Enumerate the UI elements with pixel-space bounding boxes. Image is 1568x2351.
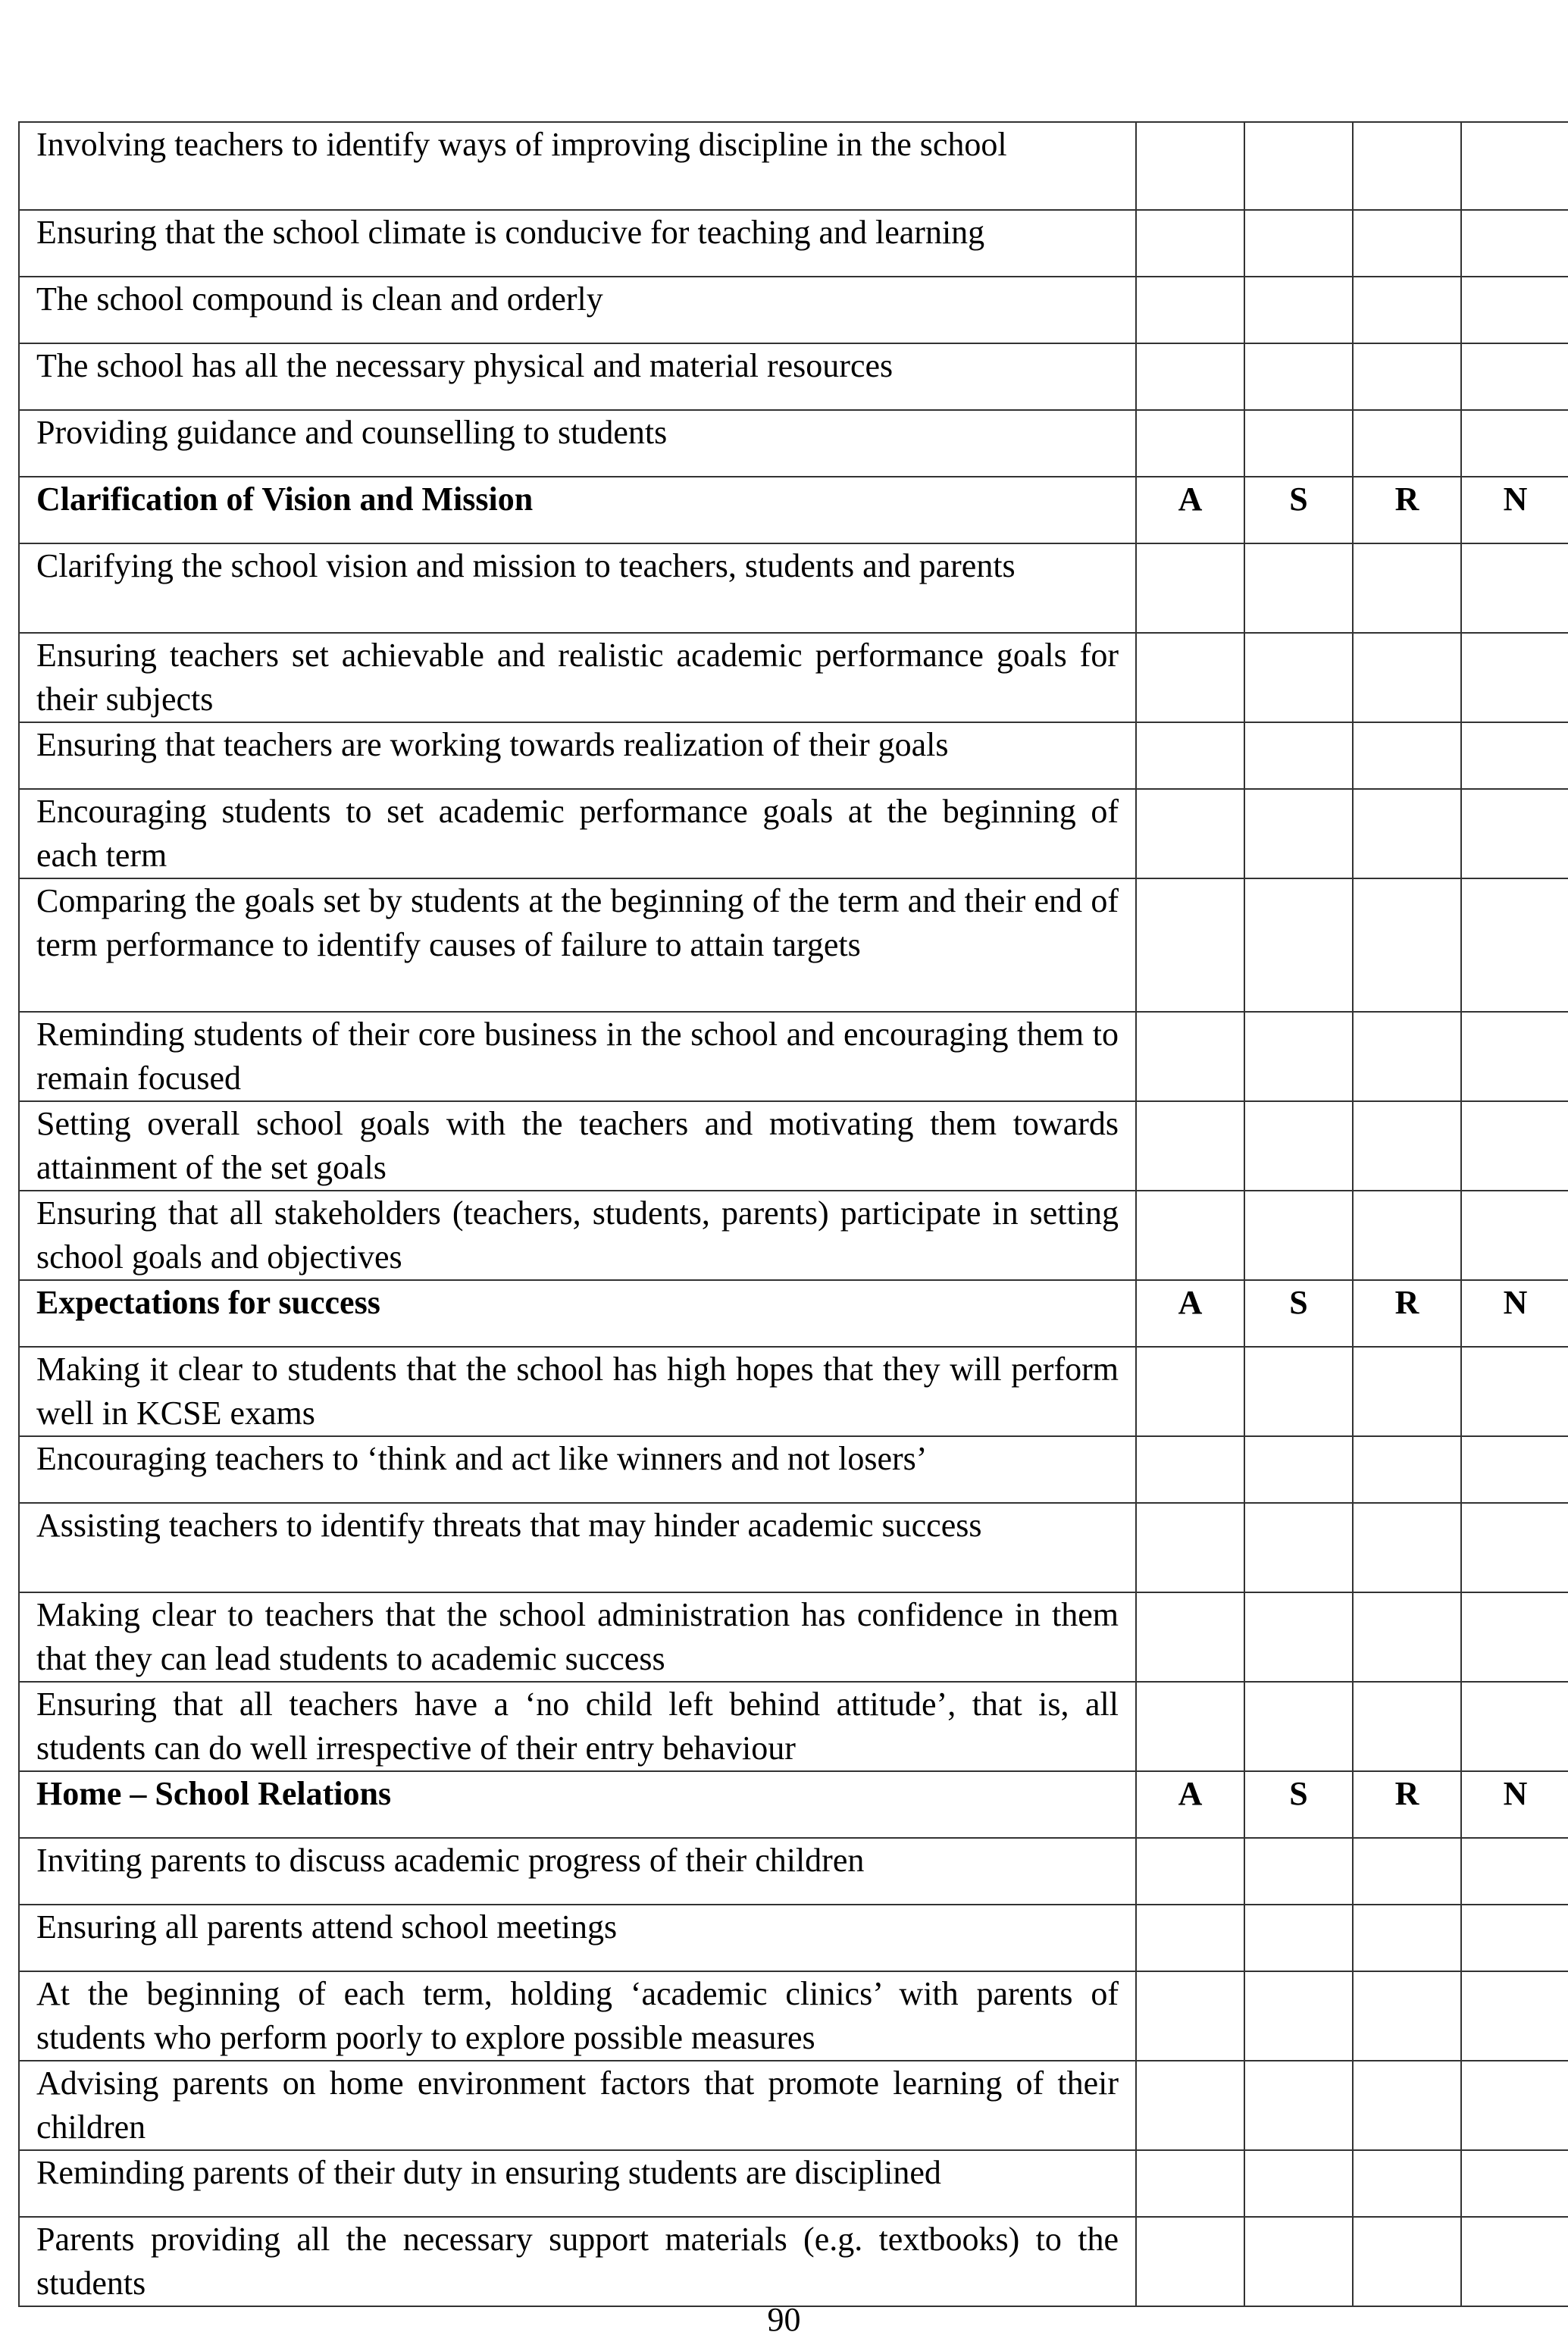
rating-cell-n[interactable] <box>1461 410 1568 477</box>
rating-cell-s[interactable] <box>1244 1503 1353 1592</box>
rating-cell-r[interactable] <box>1353 878 1461 1012</box>
rating-header-n <box>1461 1771 1568 1838</box>
statement-text: Parents providing all the necessary support materials (e.g. textbooks) to the students <box>19 2217 1136 2306</box>
rating-cell-n[interactable] <box>1461 2150 1568 2217</box>
rating-cell-a[interactable] <box>1136 1971 1244 2061</box>
rating-cell-r[interactable] <box>1353 1971 1461 2061</box>
rating-cell-n[interactable] <box>1461 543 1568 633</box>
questionnaire-row <box>19 633 1568 722</box>
rating-cell-a[interactable] <box>1136 210 1244 277</box>
rating-cell-s[interactable] <box>1244 122 1353 210</box>
questionnaire-row <box>19 1347 1568 1436</box>
rating-label: N <box>1503 1284 1528 1321</box>
rating-cell-n[interactable] <box>1461 1191 1568 1280</box>
questionnaire-row <box>19 210 1568 277</box>
rating-label: R <box>1394 481 1419 518</box>
rating-cell-a[interactable] <box>1136 1012 1244 1101</box>
rating-cell-a[interactable] <box>1136 410 1244 477</box>
rating-cell-r[interactable] <box>1353 1905 1461 1971</box>
rating-header-a <box>1136 477 1244 543</box>
rating-header-r <box>1353 1771 1461 1838</box>
rating-header-s <box>1244 1771 1353 1838</box>
rating-header-n <box>1461 1280 1568 1347</box>
rating-cell-s[interactable] <box>1244 543 1353 633</box>
statement-text: Ensuring that teachers are working towards realization of their goals <box>19 722 1136 789</box>
rating-cell-n[interactable] <box>1461 122 1568 210</box>
rating-cell-n[interactable] <box>1461 1503 1568 1592</box>
rating-cell-r[interactable] <box>1353 722 1461 789</box>
statement-text: Ensuring that all teachers have a ‘no child left behind attitude’, that is, all students can do well irrespective of their entry behaviour <box>19 1682 1136 1771</box>
statement-text: Involving teachers to identify ways of improving discipline in the school <box>19 122 1136 210</box>
rating-cell-a[interactable] <box>1136 878 1244 1012</box>
statement-text: Assisting teachers to identify threats that may hinder academic success <box>19 1503 1136 1592</box>
questionnaire-row <box>19 722 1568 789</box>
rating-cell-r[interactable] <box>1353 1436 1461 1503</box>
rating-cell-n[interactable] <box>1461 2061 1568 2150</box>
rating-cell-r[interactable] <box>1353 122 1461 210</box>
rating-cell-n[interactable] <box>1461 878 1568 1012</box>
rating-cell-a[interactable] <box>1136 277 1244 343</box>
rating-cell-s[interactable] <box>1244 633 1353 722</box>
rating-cell-r[interactable] <box>1353 2217 1461 2306</box>
rating-cell-s[interactable] <box>1244 2150 1353 2217</box>
statement-text: Clarifying the school vision and mission to teachers, students and parents <box>19 543 1136 633</box>
rating-cell-s[interactable] <box>1244 1347 1353 1436</box>
statement-text: Providing guidance and counselling to students <box>19 410 1136 477</box>
rating-cell-s[interactable] <box>1244 277 1353 343</box>
questionnaire-row <box>19 122 1568 210</box>
questionnaire-row <box>19 1905 1568 1971</box>
rating-label: R <box>1394 1775 1419 1812</box>
statement-text: Encouraging teachers to ‘think and act like winners and not losers’ <box>19 1436 1136 1503</box>
rating-cell-n[interactable] <box>1461 2217 1568 2306</box>
section-title: Home – School Relations <box>19 1771 1136 1838</box>
rating-cell-n[interactable] <box>1461 1905 1568 1971</box>
rating-cell-a[interactable] <box>1136 789 1244 878</box>
rating-cell-s[interactable] <box>1244 2217 1353 2306</box>
rating-cell-s[interactable] <box>1244 2061 1353 2150</box>
section-header-row <box>19 477 1568 543</box>
rating-label: A <box>1178 1284 1203 1321</box>
rating-cell-n[interactable] <box>1461 1838 1568 1905</box>
questionnaire-row <box>19 1191 1568 1280</box>
rating-cell-a[interactable] <box>1136 1838 1244 1905</box>
rating-cell-a[interactable] <box>1136 343 1244 410</box>
rating-label: S <box>1289 1775 1308 1812</box>
rating-header-s <box>1244 477 1353 543</box>
questionnaire-row <box>19 1838 1568 1905</box>
questionnaire-row <box>19 2150 1568 2217</box>
rating-cell-s[interactable] <box>1244 722 1353 789</box>
rating-label: S <box>1289 1284 1308 1321</box>
questionnaire-row <box>19 2217 1568 2306</box>
rating-cell-a[interactable] <box>1136 1101 1244 1191</box>
section-header-row <box>19 1280 1568 1347</box>
rating-cell-r[interactable] <box>1353 1101 1461 1191</box>
statement-text: The school compound is clean and orderly <box>19 277 1136 343</box>
statement-text: Setting overall school goals with the teachers and motivating them towards attainment of the set goals <box>19 1101 1136 1191</box>
rating-cell-a[interactable] <box>1136 633 1244 722</box>
questionnaire-row <box>19 543 1568 633</box>
questionnaire-row <box>19 1101 1568 1191</box>
rating-cell-s[interactable] <box>1244 789 1353 878</box>
rating-header-s <box>1244 1280 1353 1347</box>
rating-cell-a[interactable] <box>1136 1503 1244 1592</box>
rating-cell-r[interactable] <box>1353 543 1461 633</box>
rating-cell-n[interactable] <box>1461 633 1568 722</box>
questionnaire-row <box>19 878 1568 1012</box>
rating-cell-s[interactable] <box>1244 1838 1353 1905</box>
section-title: Expectations for success <box>19 1280 1136 1347</box>
rating-cell-n[interactable] <box>1461 722 1568 789</box>
rating-cell-n[interactable] <box>1461 1347 1568 1436</box>
rating-cell-s[interactable] <box>1244 878 1353 1012</box>
rating-cell-s[interactable] <box>1244 1682 1353 1771</box>
rating-label: A <box>1178 481 1203 518</box>
rating-cell-r[interactable] <box>1353 1592 1461 1682</box>
section-title: Clarification of Vision and Mission <box>19 477 1136 543</box>
rating-cell-n[interactable] <box>1461 1682 1568 1771</box>
rating-header-a <box>1136 1280 1244 1347</box>
questionnaire-row <box>19 1503 1568 1592</box>
rating-cell-s[interactable] <box>1244 210 1353 277</box>
rating-cell-a[interactable] <box>1136 1191 1244 1280</box>
rating-header-n <box>1461 477 1568 543</box>
rating-cell-s[interactable] <box>1244 1012 1353 1101</box>
rating-cell-r[interactable] <box>1353 2061 1461 2150</box>
questionnaire-row <box>19 1012 1568 1101</box>
statement-text: The school has all the necessary physical and material resources <box>19 343 1136 410</box>
questionnaire-row <box>19 1682 1568 1771</box>
rating-header-a <box>1136 1771 1244 1838</box>
rating-cell-a[interactable] <box>1136 722 1244 789</box>
statement-text: Making clear to teachers that the school administration has confidence in them that they can lead students to academic success <box>19 1592 1136 1682</box>
questionnaire-row <box>19 1592 1568 1682</box>
questionnaire-row <box>19 789 1568 878</box>
rating-header-r <box>1353 477 1461 543</box>
statement-text: Comparing the goals set by students at the beginning of the term and their end of term performance to identify causes of failure to attain targets <box>19 878 1136 1012</box>
questionnaire-row <box>19 410 1568 477</box>
rating-cell-r[interactable] <box>1353 1838 1461 1905</box>
rating-cell-n[interactable] <box>1461 210 1568 277</box>
rating-cell-r[interactable] <box>1353 410 1461 477</box>
rating-cell-r[interactable] <box>1353 2150 1461 2217</box>
statement-text: Ensuring that the school climate is conducive for teaching and learning <box>19 210 1136 277</box>
rating-cell-s[interactable] <box>1244 1436 1353 1503</box>
rating-label: N <box>1503 481 1528 518</box>
rating-cell-n[interactable] <box>1461 1436 1568 1503</box>
section-header-row <box>19 1771 1568 1838</box>
questionnaire-row <box>19 277 1568 343</box>
statement-text: Ensuring all parents attend school meetings <box>19 1905 1136 1971</box>
rating-cell-s[interactable] <box>1244 343 1353 410</box>
rating-cell-a[interactable] <box>1136 1347 1244 1436</box>
statement-text: Encouraging students to set academic performance goals at the beginning of each term <box>19 789 1136 878</box>
rating-cell-r[interactable] <box>1353 633 1461 722</box>
rating-cell-r[interactable] <box>1353 210 1461 277</box>
statement-text: Reminding parents of their duty in ensuring students are disciplined <box>19 2150 1136 2217</box>
rating-cell-r[interactable] <box>1353 1503 1461 1592</box>
rating-cell-r[interactable] <box>1353 1191 1461 1280</box>
rating-cell-s[interactable] <box>1244 1905 1353 1971</box>
rating-cell-n[interactable] <box>1461 1971 1568 2061</box>
page-number: 90 <box>767 2301 801 2338</box>
rating-cell-r[interactable] <box>1353 1012 1461 1101</box>
rating-cell-a[interactable] <box>1136 1905 1244 1971</box>
statement-text: Ensuring that all stakeholders (teachers, students, parents) participate in setting school goals and objectives <box>19 1191 1136 1280</box>
rating-label: S <box>1289 481 1308 518</box>
questionnaire-row <box>19 2061 1568 2150</box>
rating-cell-r[interactable] <box>1353 343 1461 410</box>
rating-cell-s[interactable] <box>1244 1101 1353 1191</box>
rating-cell-s[interactable] <box>1244 410 1353 477</box>
rating-cell-a[interactable] <box>1136 2217 1244 2306</box>
rating-header-r <box>1353 1280 1461 1347</box>
rating-cell-n[interactable] <box>1461 789 1568 878</box>
rating-label: R <box>1394 1284 1419 1321</box>
rating-cell-a[interactable] <box>1136 1682 1244 1771</box>
rating-cell-s[interactable] <box>1244 1191 1353 1280</box>
rating-label: N <box>1503 1775 1528 1812</box>
statement-text: Reminding students of their core business in the school and encouraging them to remain focused <box>19 1012 1136 1101</box>
questionnaire-row <box>19 1971 1568 2061</box>
rating-label: A <box>1178 1775 1203 1812</box>
rating-cell-n[interactable] <box>1461 343 1568 410</box>
rating-cell-n[interactable] <box>1461 1101 1568 1191</box>
questionnaire-body <box>19 122 1568 2306</box>
statement-text: Ensuring teachers set achievable and realistic academic performance goals for their subjects <box>19 633 1136 722</box>
rating-cell-a[interactable] <box>1136 2061 1244 2150</box>
rating-cell-a[interactable] <box>1136 2150 1244 2217</box>
statement-text: Advising parents on home environment factors that promote learning of their children <box>19 2061 1136 2150</box>
rating-cell-s[interactable] <box>1244 1592 1353 1682</box>
rating-cell-n[interactable] <box>1461 277 1568 343</box>
statement-text: Making it clear to students that the school has high hopes that they will perform well in KCSE exams <box>19 1347 1136 1436</box>
questionnaire-row <box>19 343 1568 410</box>
rating-cell-r[interactable] <box>1353 277 1461 343</box>
rating-cell-r[interactable] <box>1353 1682 1461 1771</box>
statement-text: At the beginning of each term, holding ‘academic clinics’ with parents of students who perform poorly to explore possible measures <box>19 1971 1136 2061</box>
rating-cell-a[interactable] <box>1136 543 1244 633</box>
rating-cell-s[interactable] <box>1244 1971 1353 2061</box>
rating-cell-a[interactable] <box>1136 1592 1244 1682</box>
statement-text: Inviting parents to discuss academic progress of their children <box>19 1838 1136 1905</box>
rating-cell-n[interactable] <box>1461 1012 1568 1101</box>
questionnaire-table <box>18 121 1568 2307</box>
rating-cell-r[interactable] <box>1353 1347 1461 1436</box>
rating-cell-a[interactable] <box>1136 122 1244 210</box>
rating-cell-a[interactable] <box>1136 1436 1244 1503</box>
rating-cell-n[interactable] <box>1461 1592 1568 1682</box>
rating-cell-r[interactable] <box>1353 789 1461 878</box>
questionnaire-row <box>19 1436 1568 1503</box>
